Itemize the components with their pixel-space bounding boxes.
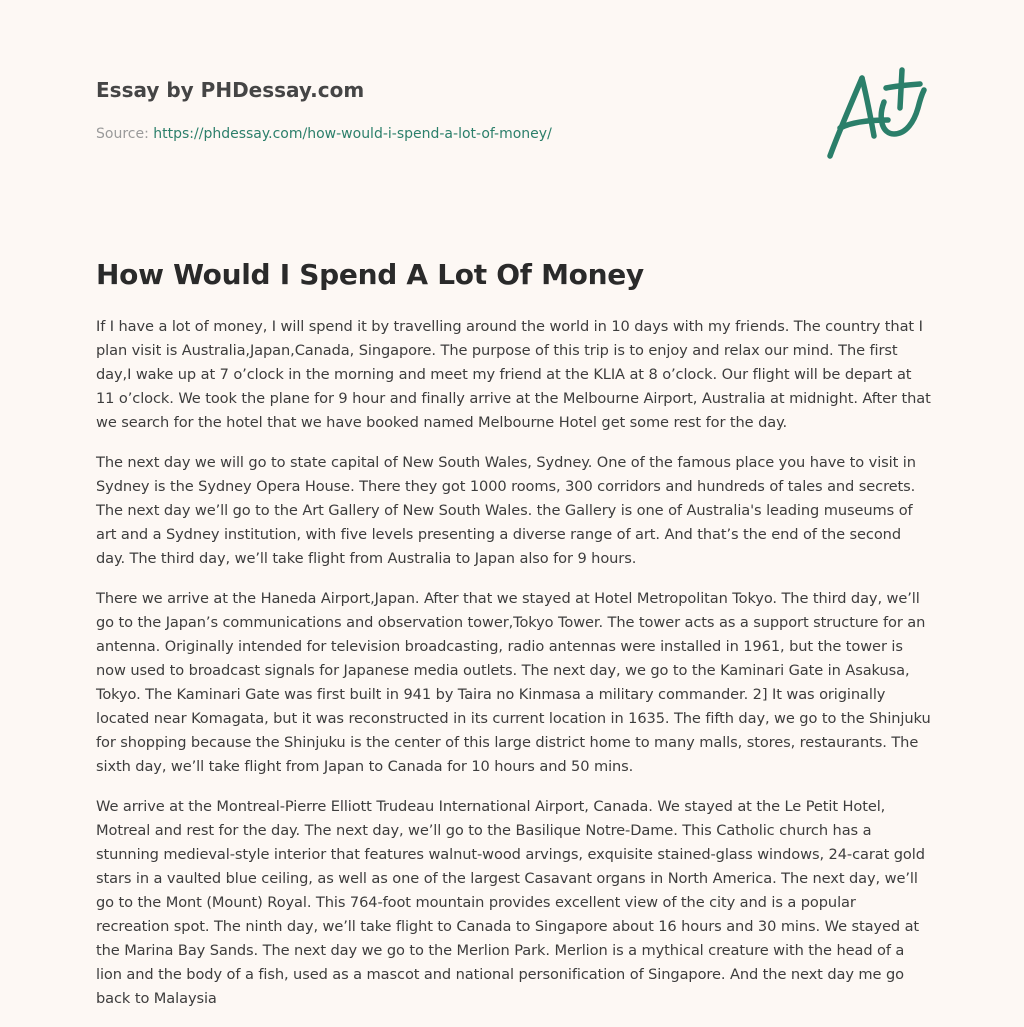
brand-title: Essay by PHDessay.com (96, 78, 365, 102)
a-plus-grade-icon (822, 64, 934, 168)
essay-title: How Would I Spend A Lot Of Money (96, 258, 644, 291)
essay-paragraph: The next day we will go to state capital of New South Wales, Sydney. One of the famous place you have to visit in Sydney is the Sydney Opera House. There they got 1000 rooms, 300 corridors and hundreds of tales and secrets. The next day we’ll go to the Art Gallery of New South Wales. the Gallery is one of Australia's leading museums of art and a Sydney institution, with five levels presenting a diverse range of art. And that’s the end of the second day. The third day, we’ll take flight from Australia to Japan also for 9 hours. (96, 454, 916, 567)
essay-paragraph: If I have a lot of money, I will spend it by travelling around the world in 10 days with my friends. The country that I plan visit is Australia,Japan,Canada, Singapore. The purpose of this trip is to enjoy and relax our mind. The first day,I wake up at 7 o’clock in the morning and meet my friend at the KLIA at 8 o’clock. Our flight will be depart at 11 o’clock. We took the plane for 9 hour and finally arrive at the Melbourne Airport, Australia at midnight. After that we search for the hotel that we have booked named Melbourne Hotel get some rest for the day. (96, 318, 931, 431)
essay-paragraph: There we arrive at the Haneda Airport,Japan. After that we stayed at Hotel Metropolitan Tokyo. The third day, we’ll go to the Japan’s communications and observation tower,Tokyo Tower. The tower acts as a support structure for an antenna. Originally intended for television broadcasting, radio antennas were installed in 1961, but the tower is now used to broadcast signals for Japanese media outlets. The next day, we go to the Kaminari Gate in Asakusa, Tokyo. The Kaminari Gate was first built in 941 by Taira no Kinmasa a military commander. 2] It was originally located near Komagata, but it was reconstructed in its current location in 1635. The fifth day, we go to the Shinjuku for shopping because the Shinjuku is the center of this large district home to many malls, stores, restaurants. The sixth day, we’ll take flight from Japan to Canada for 10 hours and 50 mins. (96, 590, 931, 775)
essay-paragraph: We arrive at the Montreal-Pierre Elliott Trudeau International Airport, Canada. We stayed at the Le Petit Hotel, Motreal and rest for the day. The next day, we’ll go to the Basilique Notre-Dame. This Catholic church has a stunning medieval-style interior that features walnut-wood arvings, exquisite stained-glass windows, 24-carat gold stars in a vaulted blue ceiling, as well as one of the largest Casavant organs in North America. The next day, we’ll go to the Mont (Mount) Royal. This 764-foot mountain provides excellent view of the city and is a popular recreation spot. The ninth day, we’ll take flight to Canada to Singapore about 16 hours and 30 mins. We stayed at the Marina Bay Sands. The next day we go to the Merlion Park. Merlion is a mythical creature with the head of a lion and the body of a fish, used as a mascot and national personification of Singapore. And the next day me go back to Malaysia (96, 798, 925, 1007)
essay-body (96, 315, 932, 1027)
source-line (96, 124, 796, 144)
header (96, 76, 796, 144)
source-label: Source: (96, 126, 149, 142)
source-link[interactable]: https://phdessay.com/how-would-i-spend-a-lot-of-money/ (153, 126, 552, 142)
